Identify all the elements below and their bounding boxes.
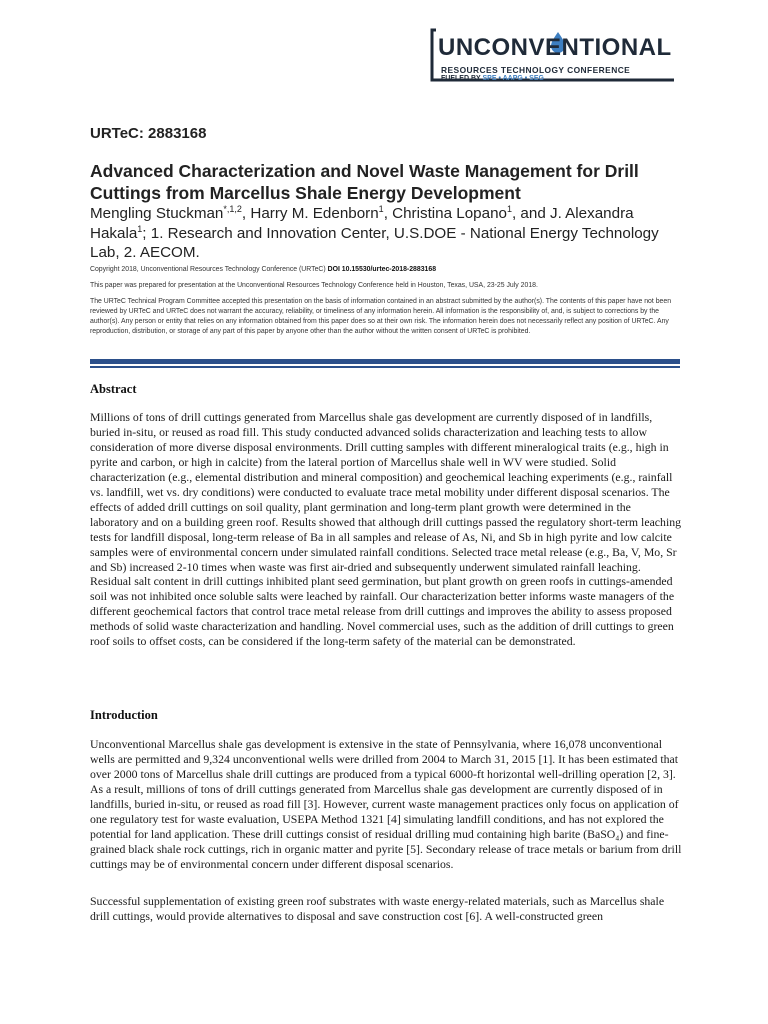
- introduction-paragraph-1: Unconventional Marcellus shale gas development is extensive in the state of Pennsylvania, where 16,078 unconventional wells are permitted and 9,324 unconventional wells were drilled from 2004 to March 31, 2015 [1]. It has been estimated that over 2000 tons of Marcellus shale drill cuttings are produced from a typical 6000-ft horizontal well-drilling operation [2, 3]. As a result, millions of tons of drill cuttings generated from Marcellus shale gas development are currently disposed of in landfills, buried in-situ, or reused as road fill [3]. However, current waste management practices only focus on application of one regulatory test for waste evaluation, USEPA Method 1321 [4] simulating landfill conditions, and has not explored the potential for land application. These drill cuttings consist of residual drilling mud containing high barite (BaSO₄) and fine-grained black shale rock cuttings, rich in organic matter and pyrite [5]. Secondary release of trace metals or barium from drill cuttings may be of environmental concern under different disposal scenarios.: [90, 737, 682, 871]
- introduction-paragraph-2: Successful supplementation of existing green roof substrates with waste energy-related materials, such as Marcellus shale drill cuttings, would provide alternatives to disposal and save construction cost [6]. A well-constructed green: [90, 894, 665, 923]
- presentation-note: This paper was prepared for presentation at the Unconventional Resources Technology Conference held in Houston, Texas, USA, 23-25 July 2018.: [90, 282, 538, 289]
- author-affiliation-marker: 1: [137, 223, 143, 234]
- logo-subtitle: RESOURCES TECHNOLOGY CONFERENCE: [441, 65, 631, 75]
- disclaimer: The URTeC Technical Program Committee accepted this presentation on the basis of information contained in an abstract submitted by the author(s). The contents of this paper have not been reviewed by URTeC and URTeC does not warrant the accuracy, reliability, or timeliness of any information herein. All information is the responsibility of, and, is subject to corrections by the author(s). Any person or entity that relies on any information obtained from this paper does so at their own risk. The information herein does not necessarily reflect any position of URTeC. Any reproduction, distribution, or storage of any part of this paper by anyone other than the author without the written consent of URTeC is prohibited.: [90, 298, 672, 335]
- author-name: J. Alexandra Hakala: [90, 205, 634, 242]
- paper-title: Advanced Characterization and Novel Waste Management for Drill Cuttings from Marcellus Shale Energy Development: [90, 161, 639, 203]
- abstract-text: Millions of tons of drill cuttings generated from Marcellus shale gas development are currently disposed of in landfills, buried in-situ, or reused as road fill. This study conducted advanced solids characterization and leaching tests to allow consideration of more diverse disposal environments. Drill cutting samples with different mineralogical traits (e.g., high in pyrite and carbon, or high in calcite) from the lateral portion of Marcellus shale well in WV were studied. Solid characterization (e.g., elemental distribution and mineral composition) and geochemical leaching experiments (e.g., rainfall vs. landfill, wet vs. dry conditions) were conducted to evaluate trace metal mobility under different disposal scenarios. The effects of added drill cuttings on soil quality, plant germination and long-term plant growth were determined in the laboratory and on a building green roof. Results showed that although drill cuttings passed the regulatory short-term leaching tests for landfill disposal, long-term release of Ba in all samples and release of As, Ni, and Sb in high pyrite and low calcite samples were of environmental concern under simulated rainfall conditions. Selected trace metal release (e.g., Ba, V, Mo, Sr and Sb) increased 2-10 times when waste was first air-dried and subsequently underwent simulated rainfall leaching. Residual salt content in drill cuttings inhibited plant seed germination, but plant growth on green roofs in cuttings-amended soil was not inhibited once soluble salts were leached by rainfall. Our characterization better informs waste managers of the different geochemical factors that control trace metal release from drill cuttings and improves the ability to assess proposed methods of solid waste characterization and handling. Novel commercial uses, such as the addition of drill cuttings to green roof soils to offset costs, can be considered if the long-term safety of the material can be demonstrated.: [90, 410, 682, 649]
- author-affiliation-marker: 1: [506, 203, 512, 214]
- header-divider: [90, 359, 680, 364]
- copyright-line: [90, 265, 682, 275]
- author-name: Mengling Stuckman: [90, 205, 224, 222]
- author-name: Christina Lopano: [392, 205, 507, 222]
- author-affiliation-marker: 1: [378, 203, 384, 214]
- conference-logo: [428, 28, 678, 84]
- fueled-by-prefix: FUELED BY: [441, 75, 483, 82]
- logo-fueled-by: [441, 75, 544, 82]
- copyright-text: Copyright 2018, Unconventional Resources Technology Conference (URTeC): [90, 266, 326, 273]
- affiliations: 1. Research and Innovation Center, U.S.DOE - National Energy Technology Lab, 2. AECOM.: [90, 224, 659, 261]
- introduction-heading: Introduction: [90, 708, 158, 722]
- logo-wordmark: UNCONVENTIONAL: [438, 34, 672, 61]
- author-affiliation-marker: *,1,2: [223, 203, 242, 214]
- abstract-heading: Abstract: [90, 382, 137, 396]
- doi[interactable]: DOI 10.15530/urtec-2018-2883168: [327, 266, 437, 273]
- paper-id: URTeC: 2883168: [90, 125, 207, 142]
- author-name: Harry M. Edenborn: [250, 205, 379, 222]
- author-list: Mengling Stuckman$^{*,1,2}$, Harry M. Edenborn$^1$, Christina Lopano$^1$, and J. Alexandra Hakala$^1$; 1. Research and Innovation Center, U.S.DOE - National Energy Technology Lab, 2. AECOM.: [90, 203, 659, 261]
- fueled-by-orgs: SPE • AAPG • SEG: [482, 75, 544, 82]
- header-divider-thin: [90, 366, 680, 368]
